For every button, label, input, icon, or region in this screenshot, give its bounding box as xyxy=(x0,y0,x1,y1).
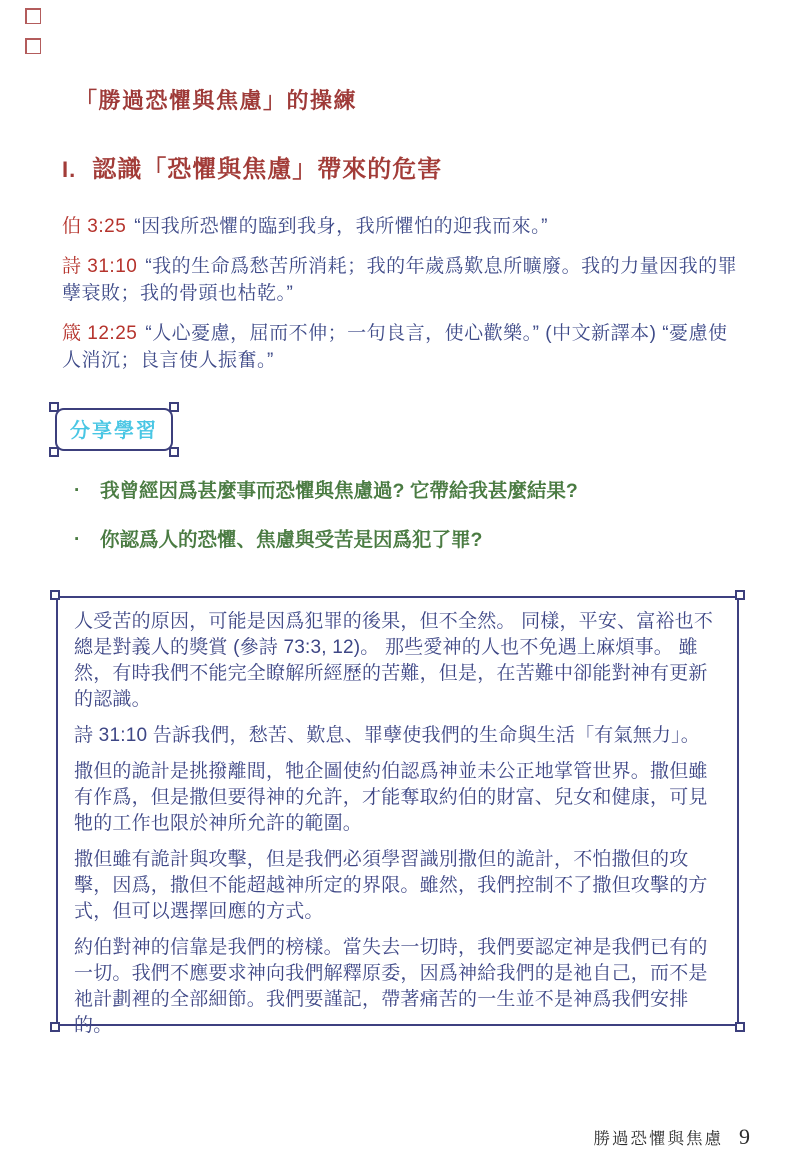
frame-corner-ornament xyxy=(735,1022,745,1032)
question-text: 我曾經因爲甚麼事而恐懼與焦慮過? 它帶給我甚麼結果? xyxy=(100,480,578,502)
study-paragraph: 撒但的詭計是挑撥離間，牠企圖使約伯認爲神並未公正地掌管世界。撒但雖有作爲，但是撒但要得神的允許，才能奪取約伯的財富、兒女和健康，可見牠的工作也限於神所允許的範圍。 xyxy=(74,761,708,834)
frame-corner-ornament xyxy=(49,447,59,457)
page-corner-marks xyxy=(25,8,42,54)
scripture-reference: 詩 31:10 xyxy=(62,256,138,277)
page-footer xyxy=(594,1124,751,1150)
scripture-reference: 箴 12:25 xyxy=(62,323,138,344)
question-item xyxy=(74,478,724,504)
frame-corner-ornament xyxy=(169,402,179,412)
study-notes-box xyxy=(56,596,739,1036)
bullet-dot: · xyxy=(74,480,81,501)
frame-corner-ornament xyxy=(49,402,59,412)
study-paragraph: 約伯對神的信靠是我們的榜樣。當失去一切時，我們要認定神是我們已有的一切。我們不應要求神向我們解釋原委，因爲神給我們的是祂自己，而不是祂計劃裡的全部細節。我們要謹記，帶著痛苦的一生並不是神爲我們安排的。 xyxy=(74,937,708,1036)
scripture-job-3-25 xyxy=(62,213,738,240)
scripture-text: “人心憂慮，屈而不伸；一句良言，使心歡樂。” (中文新譯本) “憂慮使人消沉；良言使人振奮。” xyxy=(62,323,728,371)
study-paragraph: 撒但雖有詭計與攻擊，但是我們必須學習識別撒但的詭計，不怕撒但的攻擊，因爲，撒但不能超越神所定的界限。雖然，我們控制不了撒但攻擊的方式，但可以選擇回應的方式。 xyxy=(74,849,708,922)
frame-corner-ornament xyxy=(50,590,60,600)
scripture-proverbs-12-25 xyxy=(62,320,738,374)
question-item xyxy=(74,527,724,553)
footer-page-number: 9 xyxy=(739,1124,750,1149)
frame-corner-ornament xyxy=(169,447,179,457)
study-paragraph: 人受苦的原因，可能是因爲犯罪的後果，但不全然。 同樣，平安、富裕也不總是對義人的獎賞 (參詩 73:3, 12)。 那些愛神的人也不免遇上麻煩事。 雖然，有時我們不能完全瞭解所經歷的苦難，但是，在苦難中卻能對神有更新的認識。 xyxy=(74,611,714,710)
scripture-text: “我的生命爲愁苦所消耗；我的年歲爲歎息所曠廢。我的力量因我的罪孽衰敗；我的骨頭也枯乾。” xyxy=(62,256,738,304)
section-numeral: I. xyxy=(62,157,77,182)
question-text: 你認爲人的恐懼、焦慮與受苦是因爲犯了罪? xyxy=(100,529,483,551)
share-learning-badge-label: 分享學習 xyxy=(70,420,158,442)
footer-book-title: 勝過恐懼與焦慮 xyxy=(593,1129,723,1148)
scripture-psalm-31-10 xyxy=(62,253,738,307)
corner-mark-glyph xyxy=(25,38,41,54)
scripture-text: “因我所恐懼的臨到我身，我所懼怕的迎我而來。” xyxy=(134,216,548,237)
scripture-quotes xyxy=(62,213,738,387)
frame-corner-ornament xyxy=(50,1022,60,1032)
page-title: 「勝過恐懼與焦慮」的操練 xyxy=(75,88,358,113)
corner-mark-glyph xyxy=(25,8,41,24)
share-learning-badge xyxy=(55,408,173,451)
scripture-reference: 伯 3:25 xyxy=(62,216,127,237)
discussion-questions xyxy=(74,478,724,576)
section-heading xyxy=(62,149,442,184)
study-paragraph: 詩 31:10 告訴我們，愁苦、歎息、罪孽使我們的生命與生活「有氣無力」。 xyxy=(74,725,701,746)
frame-corner-ornament xyxy=(735,590,745,600)
section-heading-text: 認識「恐懼與焦慮」帶來的危害 xyxy=(92,156,443,183)
bullet-dot: · xyxy=(74,529,81,550)
